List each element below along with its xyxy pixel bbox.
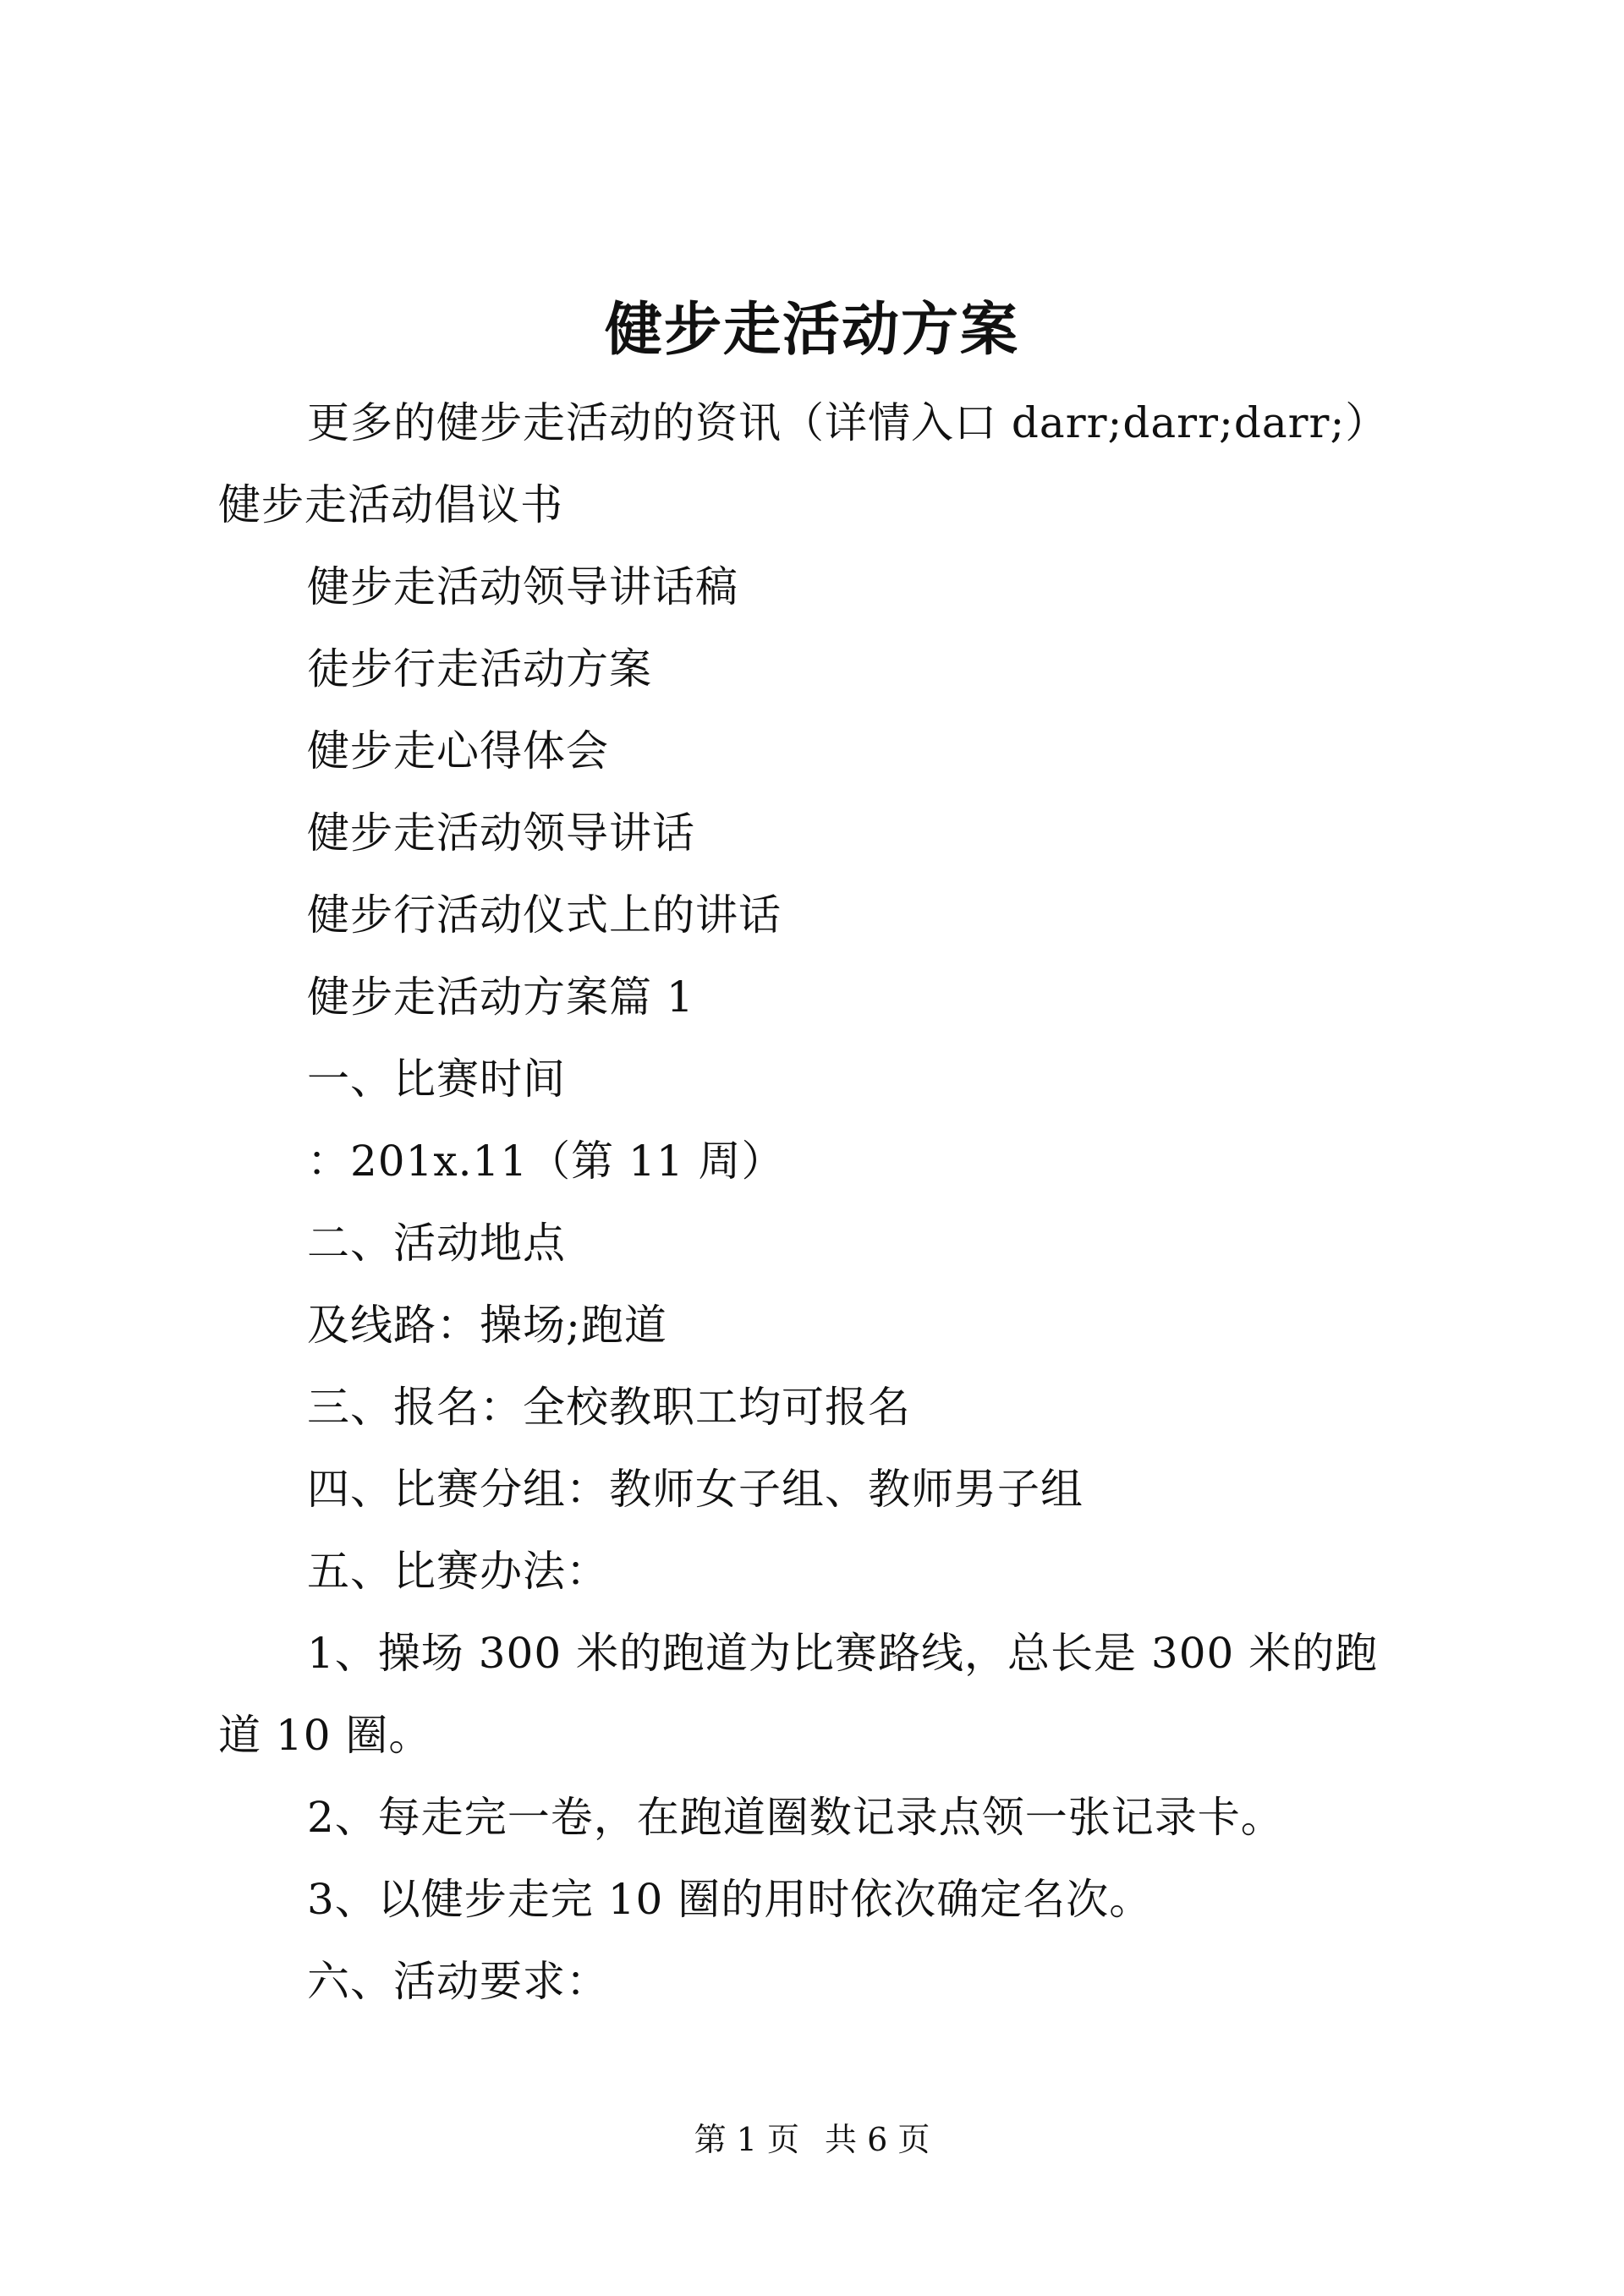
paragraph: 二、活动地点 <box>307 1219 566 1268</box>
paragraph: 健步走活动领导讲话 <box>307 808 695 858</box>
paragraph: 3、以健步走完 10 圈的用时依次确定名次。 <box>307 1875 1153 1924</box>
paragraph: ：201x.11（第 11 周） <box>307 1137 785 1186</box>
document-body <box>218 382 1419 2023</box>
paragraph: 徒步行走活动方案 <box>307 644 652 693</box>
document-title: 健步走活动方案 <box>604 296 1019 364</box>
paragraph: 一、比赛时间 <box>307 1055 566 1104</box>
paragraph: 五、比赛办法： <box>307 1547 609 1596</box>
page-total: 共 6 页 <box>825 2121 930 2158</box>
paragraph: 健步走活动领导讲话稿 <box>307 562 738 611</box>
paragraph: 更多的健步走活动的资讯（详情入口 darr;darr;darr;）健步走活动倡议书 <box>218 398 1389 529</box>
paragraph: 2、每走完一卷，在跑道圈数记录点领一张记录卡。 <box>307 1793 1284 1842</box>
paragraph: 三、报名：全校教职工均可报名 <box>307 1383 911 1432</box>
paragraph: 健步走心得体会 <box>307 726 609 775</box>
paragraph: 及线路：操场;跑道 <box>307 1301 667 1350</box>
page-number: 第 1 页 <box>694 2121 799 2158</box>
page-footer <box>0 2114 1624 2165</box>
paragraph: 六、活动要求： <box>307 1957 609 2006</box>
paragraph: 健步走活动方案篇 1 <box>307 973 694 1022</box>
paragraph: 健步行活动仪式上的讲话 <box>307 890 782 940</box>
paragraph: 四、比赛分组：教师女子组、教师男子组 <box>307 1465 1084 1514</box>
paragraph: 1、操场 300 米的跑道为比赛路线，总长是 300 米的跑道 10 圈。 <box>218 1629 1379 1760</box>
